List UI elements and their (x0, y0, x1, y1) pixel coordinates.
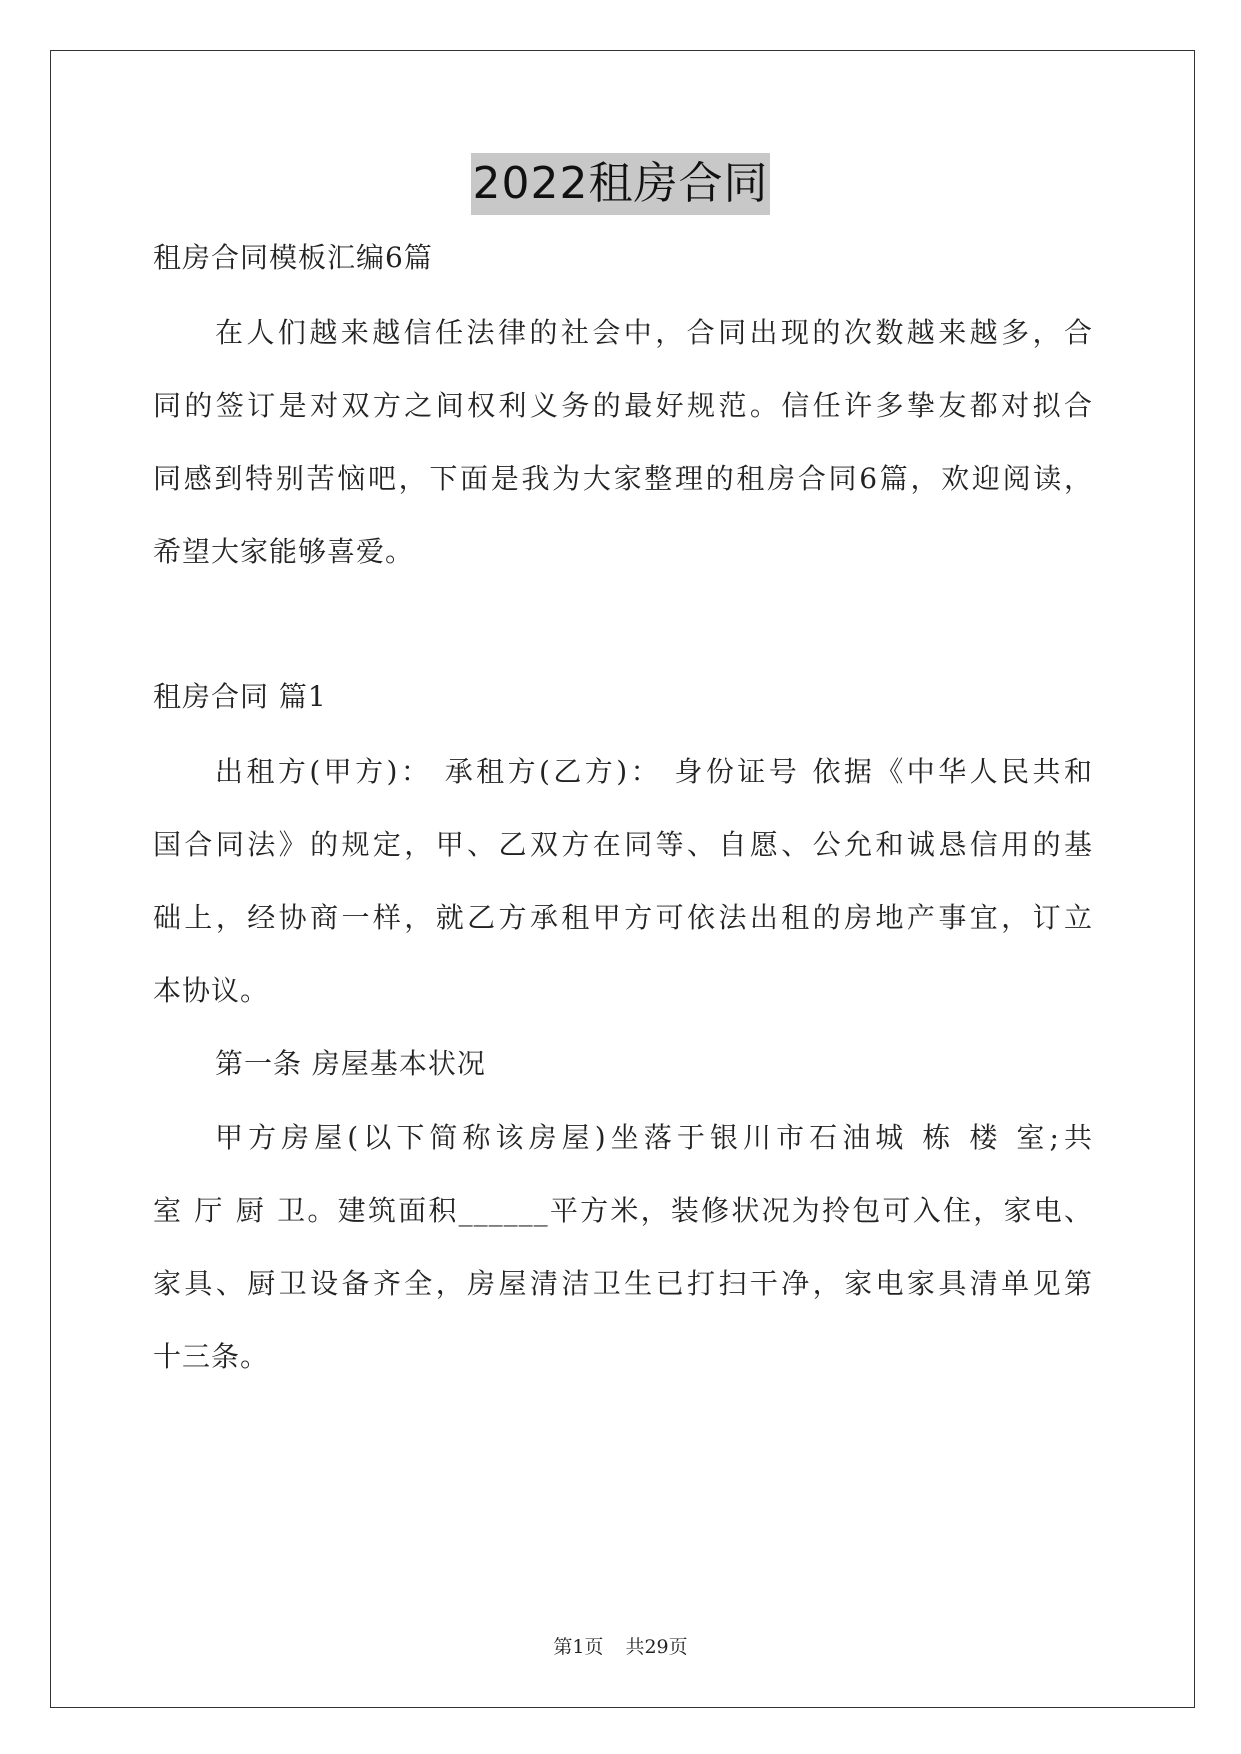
parties-line-4: 本协议。 (153, 974, 270, 1007)
parties-line-2: 国合同法》的规定，甲、乙双方在同等、自愿、公允和诚恳信用的基 (153, 828, 1093, 861)
intro-line-1: 在人们越来越信任法律的社会中，合同出现的次数越来越多，合 (215, 316, 1093, 349)
document-title: 2022租房合同 (471, 153, 771, 215)
intro-line-3: 同感到特别苦恼吧，下面是我为大家整理的租房合同6篇，欢迎阅读， (153, 462, 1093, 495)
article-line-3: 家具、厨卫设备齐全，房屋清洁卫生已打扫干净，家电家具清单见第 (153, 1267, 1093, 1300)
article-line-1: 甲方房屋(以下简称该房屋)坐落于银川市石油城 栋 楼 室;共 (215, 1121, 1093, 1154)
page-border (50, 50, 1195, 1708)
article-heading: 第一条 房屋基本状况 (215, 1047, 486, 1080)
intro-line-4: 希望大家能够喜爱。 (153, 535, 415, 568)
page-total: 共29页 (625, 1636, 688, 1658)
article-line-4: 十三条。 (153, 1340, 270, 1373)
parties-line-1: 出租方(甲方)： 承租方(乙方)： 身份证号 依据《中华人民共和 (215, 755, 1093, 788)
article-line-2: 室 厅 厨 卫。建筑面积______平方米，装修状况为拎包可入住，家电、 (153, 1194, 1093, 1227)
title-container (0, 153, 1241, 215)
parties-line-3: 础上，经协商一样，就乙方承租甲方可依法出租的房地产事宜，订立 (153, 901, 1093, 934)
page-footer (0, 1634, 1241, 1660)
document-subtitle: 租房合同模板汇编6篇 (153, 241, 433, 274)
page-number: 第1页 (553, 1636, 604, 1658)
intro-line-2: 同的签订是对双方之间权利义务的最好规范。信任许多挚友都对拟合 (153, 389, 1093, 422)
section-heading: 租房合同 篇1 (153, 680, 327, 713)
